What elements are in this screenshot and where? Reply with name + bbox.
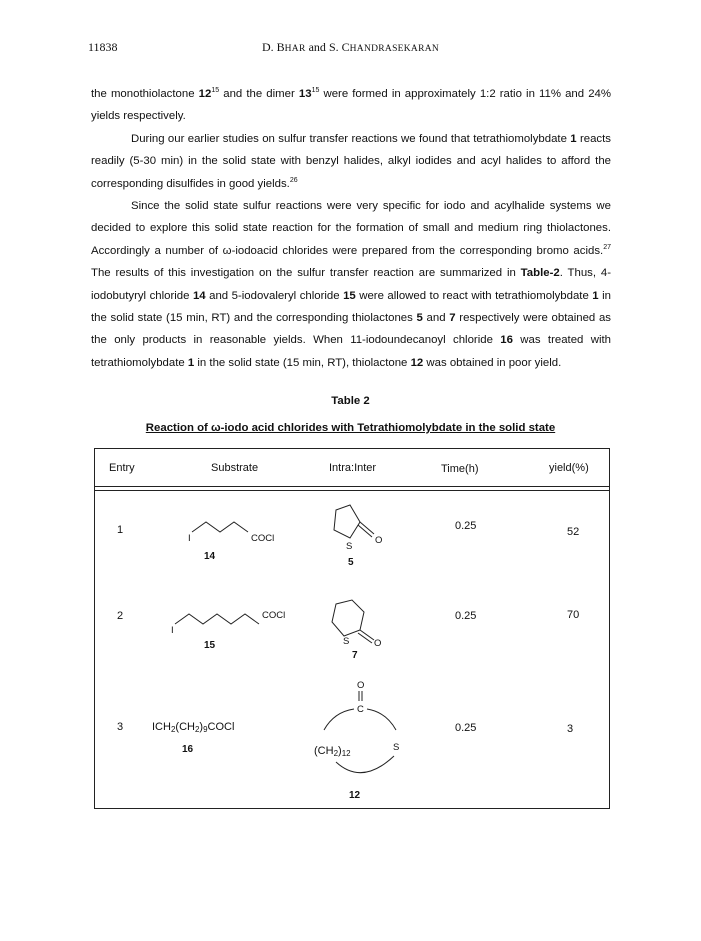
header-intra-inter: Intra:Inter — [329, 462, 377, 474]
substrate-15-label: 15 — [204, 640, 216, 651]
body-text — [91, 83, 611, 374]
product-12-oxygen: O — [357, 680, 365, 691]
row-3-yield: 3 — [567, 723, 574, 735]
product-12-carbon: C — [357, 704, 364, 715]
table-caption: Reaction of ω-iodo acid chlorides with Tetrathiomolybdate in the solid state — [145, 422, 556, 434]
author-1-rest: HAR — [284, 44, 306, 54]
substrate-14-label: 14 — [204, 551, 216, 562]
product-12-arc-left — [324, 709, 354, 730]
row-1-time: 0.25 — [455, 520, 477, 532]
product-12-sulfur: S — [393, 742, 400, 753]
running-head — [0, 40, 701, 55]
substrate-15-iodo: I — [171, 625, 174, 636]
header-time: Time(h) — [441, 463, 479, 475]
paragraph-3: Since the solid state sulfur reactions were very specific for iodo and acylhalide systems we decided to explore this solid state reaction for the formation of small and medium ring thiolactones. Accordingly a number of ω-iodoacid chlorides were prepared from the corresponding bromo acids.$^{27}$ The results of this investigation on the sulfur transfer reaction are summarized in Table-2. Thus, 4-iodobutyryl chloride 14 and 5-iodovaleryl chloride 15 were allowed to react with tetrathiomolybdate 1 in the solid state (15 min, RT) and the corresponding thiolactones 5 and 7 respectively were obtained as the only products in reasonable yields. When 11-iodoundecanoyl chloride 16 was treated with tetrathiomolybdate 1 in the solid state (15 min, RT), thiolactone 12 was obtained in poor yield. — [91, 200, 612, 369]
substrate-16-formula: $ICH_2(CH_2)_9COCl$ — [152, 721, 235, 734]
row-2-yield: 70 — [567, 609, 580, 621]
substrate-14-chain — [192, 522, 248, 532]
author-2-initial: S. C — [328, 40, 350, 54]
product-7-structure — [322, 596, 402, 656]
product-5-sulfur: S — [346, 541, 353, 552]
substrate-15-chain — [175, 614, 259, 624]
product-12-label: 12 — [349, 790, 361, 801]
author-1-initial: D. B — [261, 40, 285, 54]
row-2-time: 0.25 — [455, 610, 477, 622]
product-7-oxygen: O — [374, 638, 382, 649]
row-1-yield: 52 — [567, 526, 580, 538]
product-7-ring — [332, 600, 364, 636]
product-5-ring — [334, 505, 360, 538]
product-12-structure — [310, 668, 420, 788]
product-7-co-bond-2 — [358, 633, 372, 643]
table-header-divider-2 — [94, 490, 610, 491]
paragraph-2: During our earlier studies on sulfur transfer reactions we found that tetrathiomolybdate 1 reacts readily (5-30 min) in the solid state with benzyl halides, alkyl iodides and acyl halides to afford the corresponding disulfides in good yields.$^{26}$ — [91, 132, 611, 190]
header-entry: Entry — [109, 462, 135, 474]
product-12-arc-bottom — [336, 756, 394, 773]
product-7-sulfur: S — [343, 636, 350, 647]
substrate-14-iodo: I — [188, 533, 191, 544]
table-title: Table 2 — [331, 395, 370, 407]
product-5-oxygen: O — [375, 535, 383, 546]
substrate-15-structure — [165, 598, 305, 638]
header-yield: yield(%) — [549, 462, 589, 474]
row-1-entry: 1 — [117, 524, 124, 536]
product-5-label: 5 — [348, 557, 354, 568]
row-3-entry: 3 — [117, 721, 124, 733]
page-number: 11838 — [88, 40, 118, 54]
author-2-rest: HANDRASEKARAN — [349, 44, 440, 54]
substrate-16-label: 16 — [182, 744, 194, 755]
header-substrate: Substrate — [211, 462, 259, 474]
product-7-label: 7 — [352, 650, 358, 661]
paragraph-1: the monothiolactone $12^{15}$ and the dimer $13^{15}$ were formed in approximately 1:2 ratio in 11% and 24% yields respectively. — [91, 87, 611, 123]
table-header-divider — [94, 486, 610, 487]
product-12-chain-label: $(CH_2)_{12}$ — [314, 745, 351, 758]
substrate-15-cocl: COCl — [262, 610, 286, 621]
row-2-entry: 2 — [117, 610, 124, 622]
product-5-structure — [322, 500, 402, 560]
substrate-14-cocl: COCl — [251, 533, 275, 544]
row-3-time: 0.25 — [455, 722, 477, 734]
author-conjunction: and — [308, 40, 326, 54]
product-12-arc-right — [367, 709, 396, 730]
product-7-co-bond-1 — [360, 630, 374, 640]
substrate-14-structure — [170, 510, 310, 550]
